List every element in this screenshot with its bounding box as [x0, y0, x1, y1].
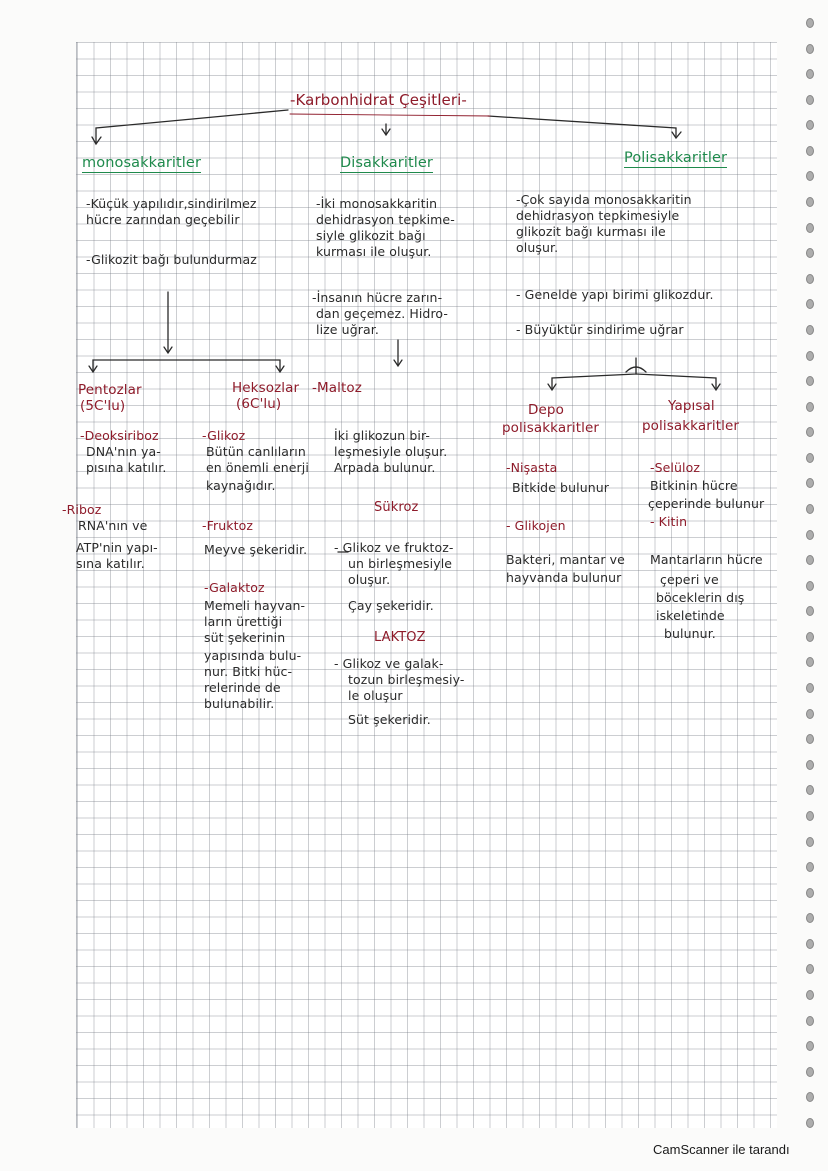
- galaktoz-desc-1: Memeli hayvan-: [204, 598, 306, 613]
- galaktoz-desc-5: nur. Bitki hüc-: [204, 664, 293, 679]
- di-line-1: -İki monosakkaritin: [316, 196, 438, 211]
- poli-line-2: dehidrasyon tepkimesiyle: [516, 208, 680, 223]
- glikoz-desc-2: en önemli enerji: [206, 460, 309, 475]
- kitin-label: - Kitin: [650, 514, 688, 529]
- poli-line-6: - Büyüktür sindirime uğrar: [516, 322, 684, 337]
- di-line-3: siyle glikozit bağı: [316, 228, 426, 243]
- nisasta-desc-1: Bitkide bulunur: [512, 480, 609, 495]
- riboz-label: -Riboz: [62, 502, 102, 517]
- nisasta-label: -Nişasta: [506, 460, 558, 475]
- depo-title-1: Depo: [528, 402, 564, 418]
- heksozlar-title: Heksozlar: [232, 380, 300, 396]
- laktoz-desc-3: le oluşur: [348, 688, 403, 703]
- page-title: -Karbonhidrat Çeşitleri-: [290, 91, 467, 109]
- kitin-desc-1: Mantarların hücre: [650, 552, 763, 567]
- riboz-desc-2: ATP'nin yapı-: [76, 540, 158, 555]
- maltoz-label: -Maltoz: [312, 380, 362, 396]
- deoksiriboz-desc-1: DNA'nın ya-: [86, 444, 161, 459]
- seluloz-desc-2: çeperinde bulunur: [648, 496, 765, 511]
- glikojen-label: - Glikojen: [506, 518, 566, 533]
- maltoz-desc-2: leşmesiyle oluşur.: [334, 444, 448, 459]
- di-line-4: kurması ile oluşur.: [316, 244, 432, 259]
- fruktoz-label: -Fruktoz: [202, 518, 254, 533]
- maltoz-desc-1: İki glikozun bir-: [334, 428, 431, 443]
- mono-line-3: -Glikozit bağı bulundurmaz: [86, 252, 257, 267]
- galaktoz-desc-6: relerinde de: [204, 680, 281, 695]
- yapisal-title-1: Yapısal: [668, 398, 715, 414]
- fruktoz-desc-1: Meyve şekeridir.: [204, 542, 308, 557]
- deoksiriboz-label: -Deoksiriboz: [80, 428, 159, 443]
- galaktoz-label: -Galaktoz: [204, 580, 265, 595]
- deoksiriboz-desc-2: pısına katılır.: [86, 460, 167, 475]
- depo-title-2: polisakkaritler: [502, 420, 600, 436]
- kitin-desc-5: bulunur.: [664, 626, 716, 641]
- glikoz-label: -Glikoz: [202, 428, 246, 443]
- scanner-watermark: CamScanner ile tarandı: [653, 1142, 790, 1157]
- seluloz-label: -Selüloz: [650, 460, 701, 475]
- galaktoz-desc-7: bulunabilir.: [204, 696, 275, 711]
- mono-line-2: hücre zarından geçebilir: [86, 212, 240, 227]
- pentozlar-subtitle: (5C'lu): [80, 398, 126, 414]
- poli-line-1: -Çok sayıda monosakkaritin: [516, 192, 692, 207]
- sukroz-desc-4: Çay şekeridir.: [348, 598, 434, 613]
- glikojen-desc-1: Bakteri, mantar ve: [506, 552, 625, 567]
- kitin-desc-4: iskeletinde: [656, 608, 725, 623]
- sukroz-desc-3: oluşur.: [348, 572, 391, 587]
- laktoz-desc-4: Süt şekeridir.: [348, 712, 431, 727]
- di-line-5: -İnsanın hücre zarın-: [312, 290, 443, 305]
- poli-line-3: glikozit bağı kurması ile: [516, 224, 666, 239]
- laktoz-desc-1: - Glikoz ve galak-: [334, 656, 444, 671]
- poli-line-5: - Genelde yapı birimi glikozdur.: [516, 287, 714, 302]
- kitin-desc-2: çeperi ve: [660, 572, 719, 587]
- sukroz-desc-1: - Glikoz ve fruktoz-: [334, 540, 454, 555]
- riboz-desc-3: sına katılır.: [76, 556, 145, 571]
- sukroz-desc-2: un birleşmesiyle: [348, 556, 453, 571]
- glikoz-desc-1: Bütün canlıların: [206, 444, 306, 459]
- galaktoz-desc-4: yapısında bulu-: [204, 648, 302, 663]
- laktoz-desc-2: tozun birleşmesiy-: [348, 672, 465, 687]
- category-monosakkaritler: monosakkaritler: [82, 155, 202, 171]
- category-disakkaritler: Disakkaritler: [340, 155, 433, 171]
- di-line-6: dan geçemez. Hidro-: [316, 306, 449, 321]
- di-line-7: lize uğrar.: [316, 322, 379, 337]
- category-polisakkaritler: Polisakkaritler: [624, 150, 728, 166]
- yapisal-title-2: polisakkaritler: [642, 418, 740, 434]
- glikojen-desc-2: hayvanda bulunur: [506, 570, 622, 585]
- laktoz-label: LAKTOZ: [374, 630, 426, 645]
- poli-line-4: oluşur.: [516, 240, 559, 255]
- galaktoz-desc-3: süt şekerinin: [204, 630, 286, 645]
- maltoz-desc-3: Arpada bulunur.: [334, 460, 436, 475]
- heksozlar-subtitle: (6C'lu): [236, 396, 282, 412]
- di-line-2: dehidrasyon tepkime-: [316, 212, 455, 227]
- kitin-desc-3: böceklerin dış: [656, 590, 745, 605]
- sukroz-label: Sükroz: [374, 500, 419, 515]
- mono-line-1: -Küçük yapılıdır,sindirilmez: [86, 196, 257, 211]
- glikoz-desc-3: kaynağıdır.: [206, 478, 276, 493]
- riboz-desc-1: RNA'nın ve: [78, 518, 148, 533]
- galaktoz-desc-2: ların ürettiği: [204, 614, 283, 629]
- pentozlar-title: Pentozlar: [78, 382, 142, 398]
- seluloz-desc-1: Bitkinin hücre: [650, 478, 738, 493]
